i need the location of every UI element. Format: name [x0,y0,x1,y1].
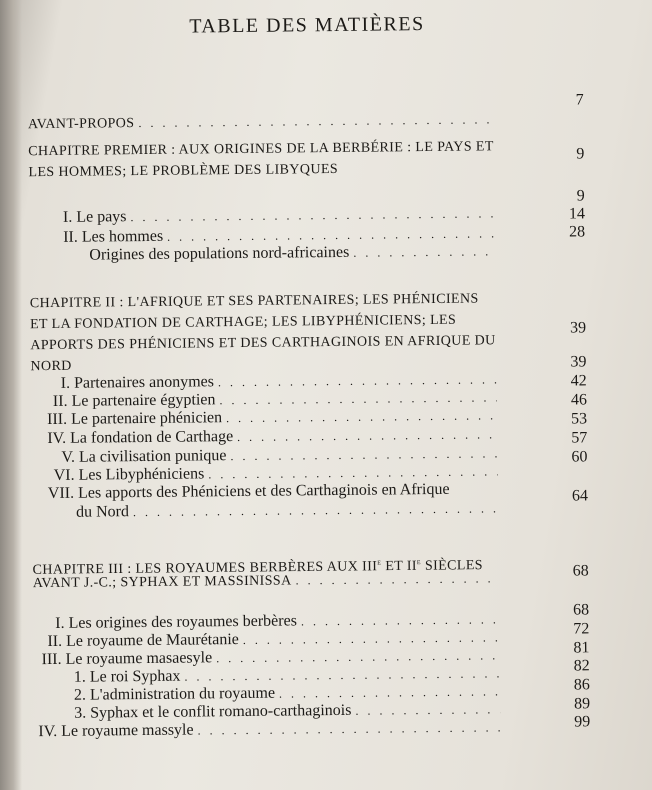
ch2-sec5-page: 57 [571,429,588,447]
ch2-sec3-page: 46 [570,391,587,409]
ch3-sec1-entry: I. Les origines des royaumes berbères . . . [55,610,503,633]
chapter-3-page: 68 [572,562,589,580]
ch1-sec1-page: 9 [576,187,585,205]
ch3-sec2-entry: II. Le royaume de Maurétanie . . . [47,628,503,651]
ch2-sec2-entry: II. Le partenaire égyptien . . . [53,388,501,411]
book-spine-shadow [0,0,22,790]
ch1-sec2-page: 14 [568,205,586,223]
table-of-contents [27,0,645,790]
chapter-3-title: CHAPITRE III : LES ROYAUMES BERBÈRES AUX IIIe ET IIe SIÈCLES [32,556,484,578]
ch3-sub3-page: 89 [573,695,591,713]
ch2-sec6-entry: VI. Les Libyphéniciens . . . [54,462,502,485]
ch3-sec2-page: 72 [573,620,590,638]
page-title: TABLE DES MATIÈRES [189,13,425,38]
ch2-sec2-page: 42 [570,372,587,390]
ch2-sec6-page: 60 [571,448,588,466]
chapter-2-title: CHAPITRE II : L'AFRIQUE ET SES PARTENAIRES; LES PHÉNICIENS ET LA FONDATION DE CARTHAGE; LES LIBYPHÉNICIENS; LES APPORTS DES PHÉNICIENS ET DES CARTHAGINOIS EN AFRIQUE DU NORD [29,291,496,375]
ch2-sec3-entry: III. Le partenaire phénicien . . . [47,406,501,429]
ch2-sec1-page: 39 [570,353,587,371]
ch1-sec1-entry: I. Le pays . . . [63,204,499,227]
ch2-sec7-entry: VII. Les apports des Phéniciens et des Carthaginois en Afrique [47,480,450,503]
ch2-sec4-entry: IV. La fondation de Carthage . . . [47,425,501,448]
ch3-sub3-entry: 3. Syphax et le conflit romano-carthaginois . . . [74,700,504,723]
ch3-sec3-page: 81 [573,639,590,657]
ch3-sub2-page: 86 [573,676,590,694]
chapter-1-title: CHAPITRE PREMIER : AUX ORIGINES DE LA BERBÉRIE : LE PAYS ET LES HOMMES; LE PROBLÈME DES LIBYQUES [28,139,494,181]
chapter-1-page: 9 [576,145,585,163]
avant-propos-entry: AVANT-PROPOS . . . [28,112,498,133]
ch3-sub1-entry: 1. Le roi Syphax . . . [74,664,504,687]
ch2-sec4-page: 53 [571,410,588,428]
ch2-sec5-entry: V. La civilisation punique . . . [61,444,501,467]
ch3-sub2-entry: 2. L'administration du royaume . . . [74,682,504,705]
ch1-sec2-entry: II. Les hommes . . . [63,224,499,247]
ch2-sec1-entry: I. Partenaires anonymes . . . [61,370,501,393]
ch2-sec7-continuation: du Nord . . . [76,499,502,521]
ch3-sec1-page: 68 [573,601,590,619]
ch1-sec3-page: 28 [569,223,586,241]
avant-propos-page: 7 [575,91,584,109]
chapter-2-page: 39 [570,319,587,337]
chapter-3-title-line2: AVANT J.-C.; SYPHAX ET MASSINISSA . . . [33,571,503,592]
ch3-sec4-entry: IV. Le royaume massyle . . . [38,718,504,741]
ch3-sec4-page: 99 [574,713,591,731]
ch2-sec7-page: 64 [571,487,588,505]
ch3-sec3-entry: III. Le royaume masaesyle . . . [41,646,503,669]
ch1-sec3-entry: Origines des populations nord-africaines . . . [89,242,499,264]
ch3-sub1-page: 82 [573,657,590,675]
